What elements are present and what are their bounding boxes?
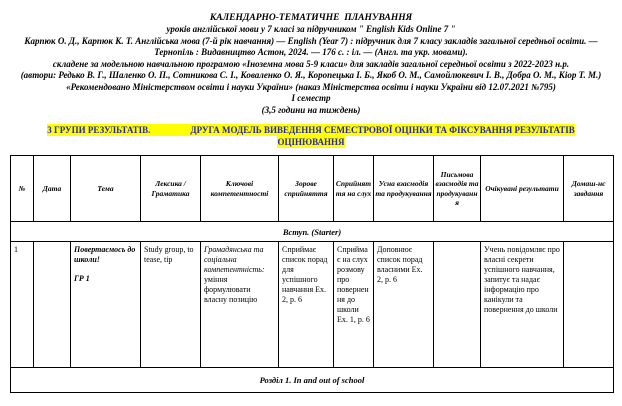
unit-row-label: Розділ 1. In and out of school	[11, 368, 614, 393]
col-header-expected-results: Очікувані результати	[481, 156, 564, 222]
cell-written-interaction	[434, 242, 481, 368]
highlight-line1-left: 3 ГРУПИ РЕЗУЛЬТАТІВ.	[47, 125, 151, 135]
cell-competences	[201, 242, 279, 368]
cell-visual-perception: Сприймає список порад для успішного навчання Ex. 2, p. 6	[279, 242, 334, 368]
col-header-date: Дата	[34, 156, 71, 222]
competence-description: уміння формулювати власну позицію	[204, 275, 258, 304]
doc-title: КАЛЕНДАРНО-ТЕМАТИЧНЕ ПЛАНУВАННЯ	[209, 13, 413, 23]
semester-line: І семестр	[291, 93, 331, 103]
program-line: складене за модельною навчальною програмою «Іноземна мова 5-9 класи» для закладів загальної середньої освіти з 2022-2023 н.р.	[52, 58, 570, 69]
cell-num: 1	[11, 242, 34, 368]
col-header-oral-interaction: Усна взаємодія та продукування	[374, 156, 434, 222]
topic-gr-label: ГР 1	[74, 274, 90, 283]
cell-homework	[564, 242, 614, 368]
highlight-line1-right: ДРУГА МОДЕЛЬ ВИВЕДЕННЯ СЕМЕСТРОВОЇ ОЦІНКИ ТА ФІКСУВАННЯ РЕЗУЛЬТАТІВ	[190, 125, 575, 135]
planning-table	[10, 155, 614, 393]
cell-expected-results: Учень повідомляє про власні секрети успішного навчання, запитує та надає інформацію про канікули та повернення до школи	[481, 242, 564, 368]
highlight-line2: ОЦІНЮВАННЯ	[277, 137, 345, 147]
col-header-written-interaction: Письмова взаємодія та продукування	[434, 156, 481, 222]
section-row-label: Вступ. (Starter)	[11, 222, 614, 242]
lesson-row-1	[11, 242, 614, 368]
competence-name: Громадянська та соціальна компетентність:	[204, 245, 265, 274]
doc-subtitle: уроків англійської мови у 7 класі за підручником " English Kids Online 7 "	[166, 24, 456, 34]
col-header-num: №	[11, 156, 34, 222]
col-header-visual-perception: Зорове сприйняття	[279, 156, 334, 222]
section-row-starter	[11, 222, 614, 242]
col-header-vocab-grammar: Лексика / Граматика	[141, 156, 201, 222]
col-header-competences: Ключові компетентності	[201, 156, 279, 222]
table-header-row	[11, 156, 614, 222]
bibliography-line: Карпюк О. Д., Карпюк К. Т. Англійська мова (7-й рік навчання) — English (Year 7) : підручник для 7 класу закладів загальної середньої освіти. — Тернопіль : Видавництво Астон, 2024. — 176 с. : іл. — (Англ. та укр. мовами).	[24, 35, 598, 57]
col-header-listening: Сприйняття на слух	[334, 156, 374, 222]
cell-oral-interaction: Доповнює список порад власними Ex. 2, p. 6	[374, 242, 434, 368]
highlight-banner	[0, 124, 622, 148]
cell-listening: Сприймає на слух розмову про повернення до школи Ex. 1, p. 6	[334, 242, 374, 368]
weekly-hours-line: (3,5 години на тиждень)	[261, 104, 361, 115]
topic-title: Повертаємось до школи!	[74, 245, 136, 264]
authors-line: (автори: Редько В. Г., Шаленко О. П., Сотникова С. І., Коваленко О. Я., Коропецька І. Б., Якоб О. М., Самойлюкевич І. В., Добра О. М., Кіор Т. М.) «Рекомендовано Міністерством освіти і науки України» (наказ Міністерства освіти і науки України від 12.07.2021 №795)	[20, 70, 602, 92]
unit-row-1	[11, 368, 614, 393]
col-header-homework: Домаш-нє завдання	[564, 156, 614, 222]
cell-topic	[71, 242, 141, 368]
document-header	[0, 0, 622, 116]
cell-date	[34, 242, 71, 368]
cell-vocab-grammar: Study group, to tease, tip	[141, 242, 201, 368]
highlight-gap	[150, 124, 190, 136]
col-header-topic: Тема	[71, 156, 141, 222]
